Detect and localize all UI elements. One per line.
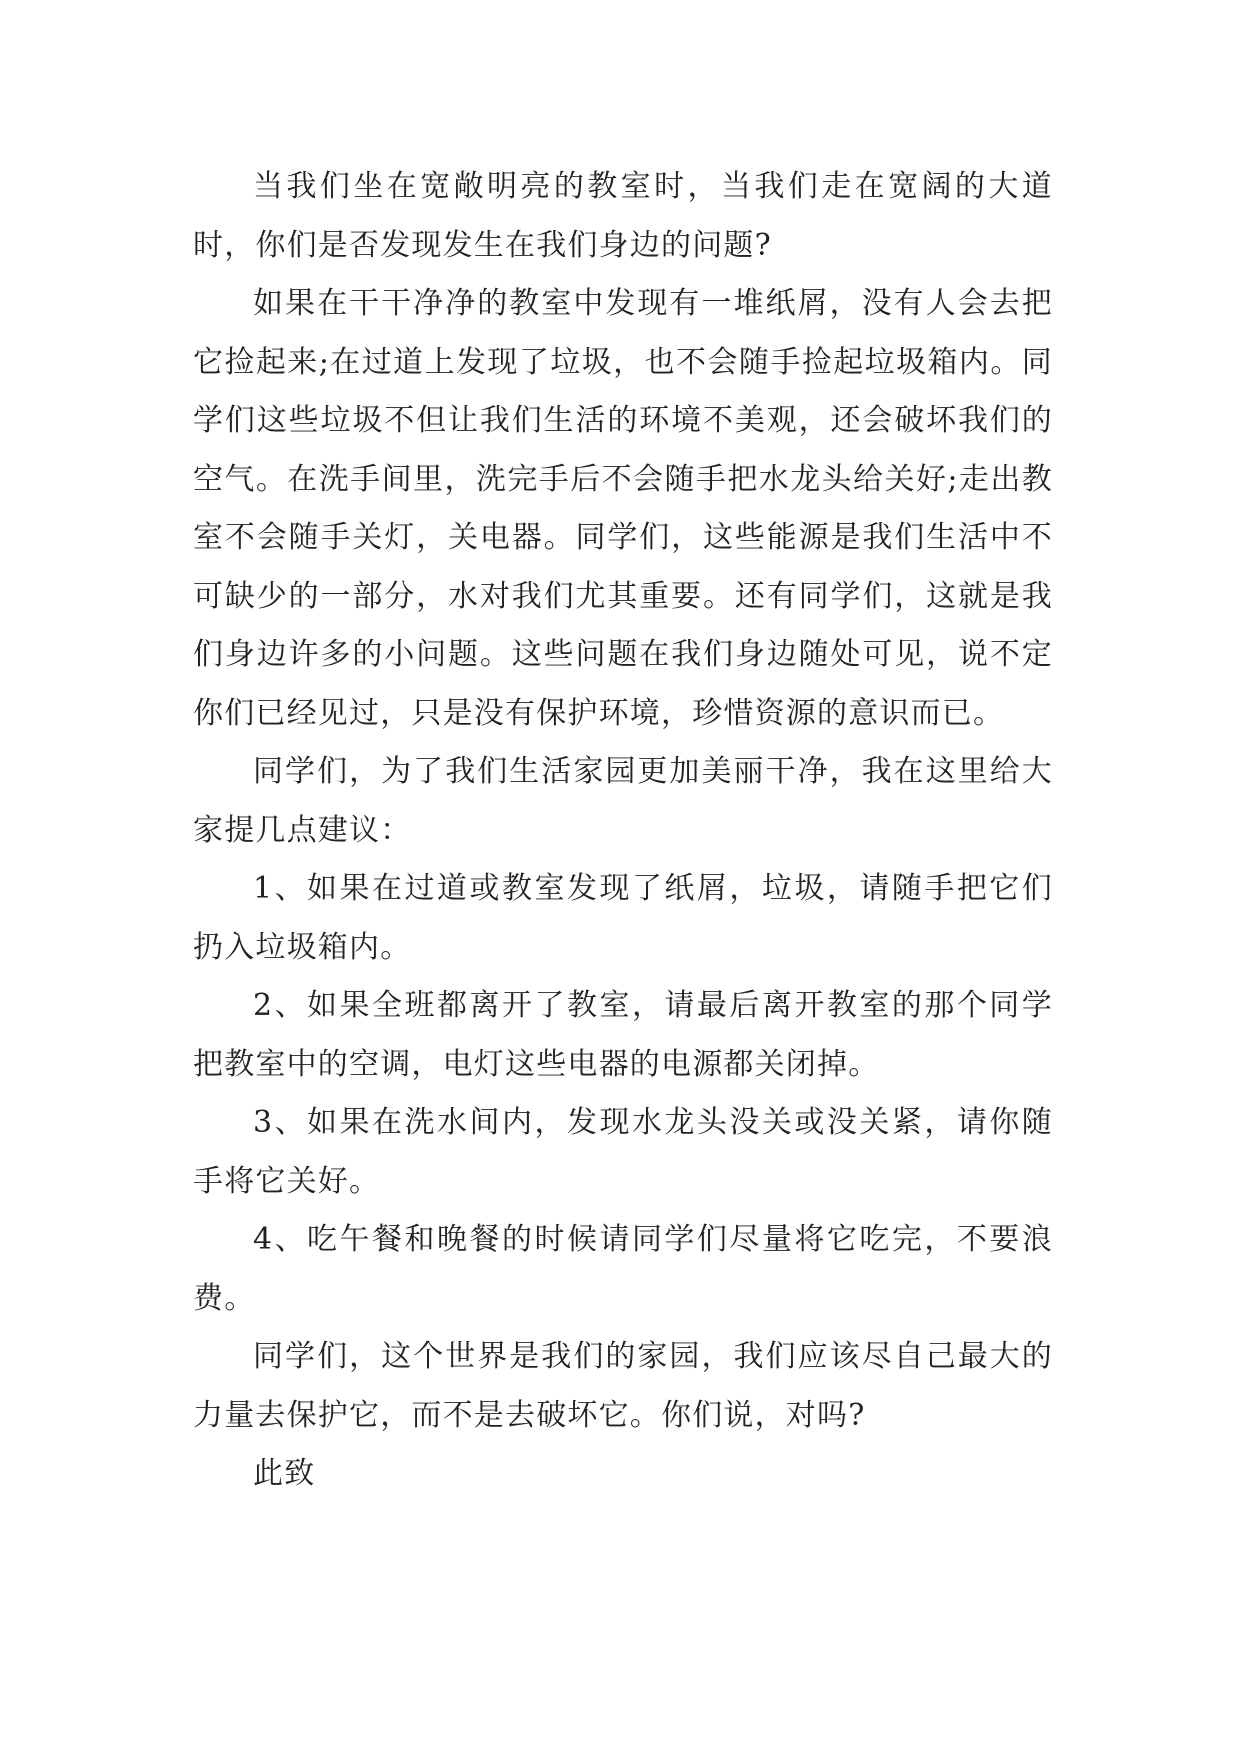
paragraph-suggestion-3: 3、如果在洗水间内，发现水龙头没关或没关紧，请你随手将它关好。	[193, 1105, 1053, 1199]
paragraph-suggestion-2: 2、如果全班都离开了教室，请最后离开教室的那个同学把教室中的空调，电灯这些电器的电源都关闭掉。	[193, 988, 1053, 1082]
paragraph-intro: 当我们坐在宽敞明亮的教室时，当我们走在宽阔的大道时，你们是否发现发生在我们身边的问题?	[193, 169, 1053, 263]
paragraph-suggestion-lead: 同学们，为了我们生活家园更加美丽干净，我在这里给大家提几点建议：	[193, 754, 1053, 848]
paragraph-closing: 此致	[253, 1456, 316, 1491]
document-body	[193, 158, 1053, 1504]
paragraph-conclusion: 同学们，这个世界是我们的家园，我们应该尽自己最大的力量去保护它，而不是去破坏它。你们说，对吗?	[193, 1339, 1053, 1433]
paragraph-suggestion-1: 1、如果在过道或教室发现了纸屑，垃圾，请随手把它们扔入垃圾箱内。	[193, 871, 1053, 965]
paragraph-suggestion-4: 4、吃午餐和晚餐的时候请同学们尽量将它吃完，不要浪费。	[193, 1222, 1053, 1316]
paragraph-problems: 如果在干干净净的教室中发现有一堆纸屑，没有人会去把它捡起来;在过道上发现了垃圾，也不会随手捡起垃圾箱内。同学们这些垃圾不但让我们生活的环境不美观，还会破坏我们的空气。在洗手间里，洗完手后不会随手把水龙头给关好;走出教室不会随手关灯，关电器。同学们，这些能源是我们生活中不可缺少的一部分，水对我们尤其重要。还有同学们，这就是我们身边许多的小问题。这些问题在我们身边随处可见，说不定你们已经见过，只是没有保护环境，珍惜资源的意识而已。	[193, 286, 1053, 731]
